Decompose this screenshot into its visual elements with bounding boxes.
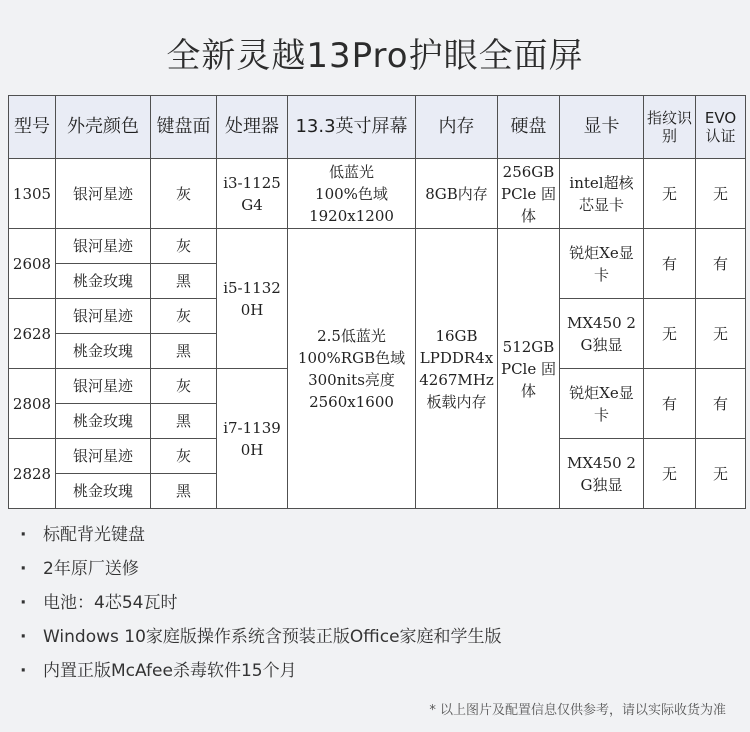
gpu-cell: intel超核芯显卡: [560, 159, 644, 229]
model-cell: 2828: [9, 439, 56, 509]
header-screen: 13.3英寸屏幕: [288, 96, 416, 159]
list-item-text: 内置正版McAfee杀毒软件15个月: [43, 661, 297, 681]
fingerprint-cell: 无: [644, 439, 696, 509]
screen-line: 2.5低蓝光: [317, 326, 386, 345]
header-row: [9, 96, 746, 159]
page-title: 全新灵越13Pro护眼全面屏: [166, 36, 584, 76]
list-item-text: 2年原厂送修: [43, 559, 139, 579]
bullet-dot: ·: [20, 525, 27, 545]
keyboard-cell: 灰: [151, 439, 217, 474]
memory-cell: 8GB内存: [416, 159, 498, 229]
color-cell: 银河星迹: [56, 229, 151, 264]
color-cell: 银河星迹: [56, 369, 151, 404]
cpu-cell: i7-11390H: [217, 369, 288, 509]
screen-line: 300nits亮度: [308, 370, 395, 389]
evo-cell: 有: [696, 369, 746, 439]
screen-line: 低蓝光: [328, 162, 374, 181]
fingerprint-cell: 无: [644, 159, 696, 229]
list-item-text: Windows 10家庭版操作系统含预装正版Office家庭和学生版: [43, 627, 502, 647]
list-item: [20, 518, 502, 552]
list-item-text: 电池：4芯54瓦时: [43, 593, 178, 613]
disk-cell: 512GB PCle 固体: [498, 229, 560, 509]
keyboard-cell: 黑: [151, 474, 217, 509]
screen-cell: [288, 159, 416, 229]
model-cell: 1305: [9, 159, 56, 229]
header-keyboard: 键盘面: [151, 96, 217, 159]
header-evo: EVO认证: [696, 96, 746, 159]
disclaimer-note: * 以上图片及配置信息仅供参考，请以实际收货为准: [429, 703, 726, 718]
memory-cell: [416, 229, 498, 509]
header-color: 外壳颜色: [56, 96, 151, 159]
screen-line: 100%RGB色域: [297, 348, 406, 367]
list-item: [20, 552, 502, 586]
keyboard-cell: 灰: [151, 299, 217, 334]
evo-cell: 无: [696, 299, 746, 369]
memory-line: 16GB: [435, 326, 478, 345]
color-cell: 银河星迹: [56, 299, 151, 334]
table-row: [9, 159, 746, 229]
color-cell: 桃金玫瑰: [56, 264, 151, 299]
memory-line: 4267MHz: [419, 370, 494, 389]
color-cell: 银河星迹: [56, 439, 151, 474]
screen-line: 1920x1200: [309, 206, 394, 225]
model-cell: 2628: [9, 299, 56, 369]
fingerprint-cell: 无: [644, 299, 696, 369]
header-model: 型号: [9, 96, 56, 159]
list-item-text: 标配背光键盘: [43, 525, 145, 545]
evo-cell: 有: [696, 229, 746, 299]
bullet-dot: ·: [20, 559, 27, 579]
disk-cell: 256GB PCle 固体: [498, 159, 560, 229]
header-disk: 硬盘: [498, 96, 560, 159]
gpu-cell: MX450 2G独显: [560, 299, 644, 369]
evo-cell: 无: [696, 439, 746, 509]
header-fingerprint: 指纹识别: [644, 96, 696, 159]
gpu-cell: MX450 2G独显: [560, 439, 644, 509]
memory-line: 板载内存: [426, 392, 487, 411]
keyboard-cell: 黑: [151, 404, 217, 439]
cpu-cell: i3-1125G4: [217, 159, 288, 229]
list-item: [20, 586, 502, 620]
color-cell: 桃金玫瑰: [56, 334, 151, 369]
header-cpu: 处理器: [217, 96, 288, 159]
screen-line: 2560x1600: [309, 392, 394, 411]
spec-table: [8, 95, 746, 509]
keyboard-cell: 灰: [151, 229, 217, 264]
cpu-cell: i5-11320H: [217, 229, 288, 369]
fingerprint-cell: 有: [644, 229, 696, 299]
evo-cell: 无: [696, 159, 746, 229]
fingerprint-cell: 有: [644, 369, 696, 439]
bullet-dot: ·: [20, 593, 27, 613]
keyboard-cell: 灰: [151, 369, 217, 404]
memory-line: LPDDR4x: [419, 348, 494, 367]
list-item: [20, 620, 502, 654]
color-cell: 桃金玫瑰: [56, 404, 151, 439]
feature-list: [20, 518, 502, 688]
model-cell: 2808: [9, 369, 56, 439]
table-row: [9, 229, 746, 264]
header-memory: 内存: [416, 96, 498, 159]
gpu-cell: 锐炬Xe显卡: [560, 229, 644, 299]
color-cell: 桃金玫瑰: [56, 474, 151, 509]
gpu-cell: 锐炬Xe显卡: [560, 369, 644, 439]
screen-cell: [288, 229, 416, 509]
color-cell: 银河星迹: [56, 159, 151, 229]
bullet-dot: ·: [20, 661, 27, 681]
bullet-dot: ·: [20, 627, 27, 647]
list-item: [20, 654, 502, 688]
model-cell: 2608: [9, 229, 56, 299]
keyboard-cell: 黑: [151, 264, 217, 299]
keyboard-cell: 灰: [151, 159, 217, 229]
keyboard-cell: 黑: [151, 334, 217, 369]
header-gpu: 显卡: [560, 96, 644, 159]
screen-line: 100%色域: [315, 184, 388, 203]
